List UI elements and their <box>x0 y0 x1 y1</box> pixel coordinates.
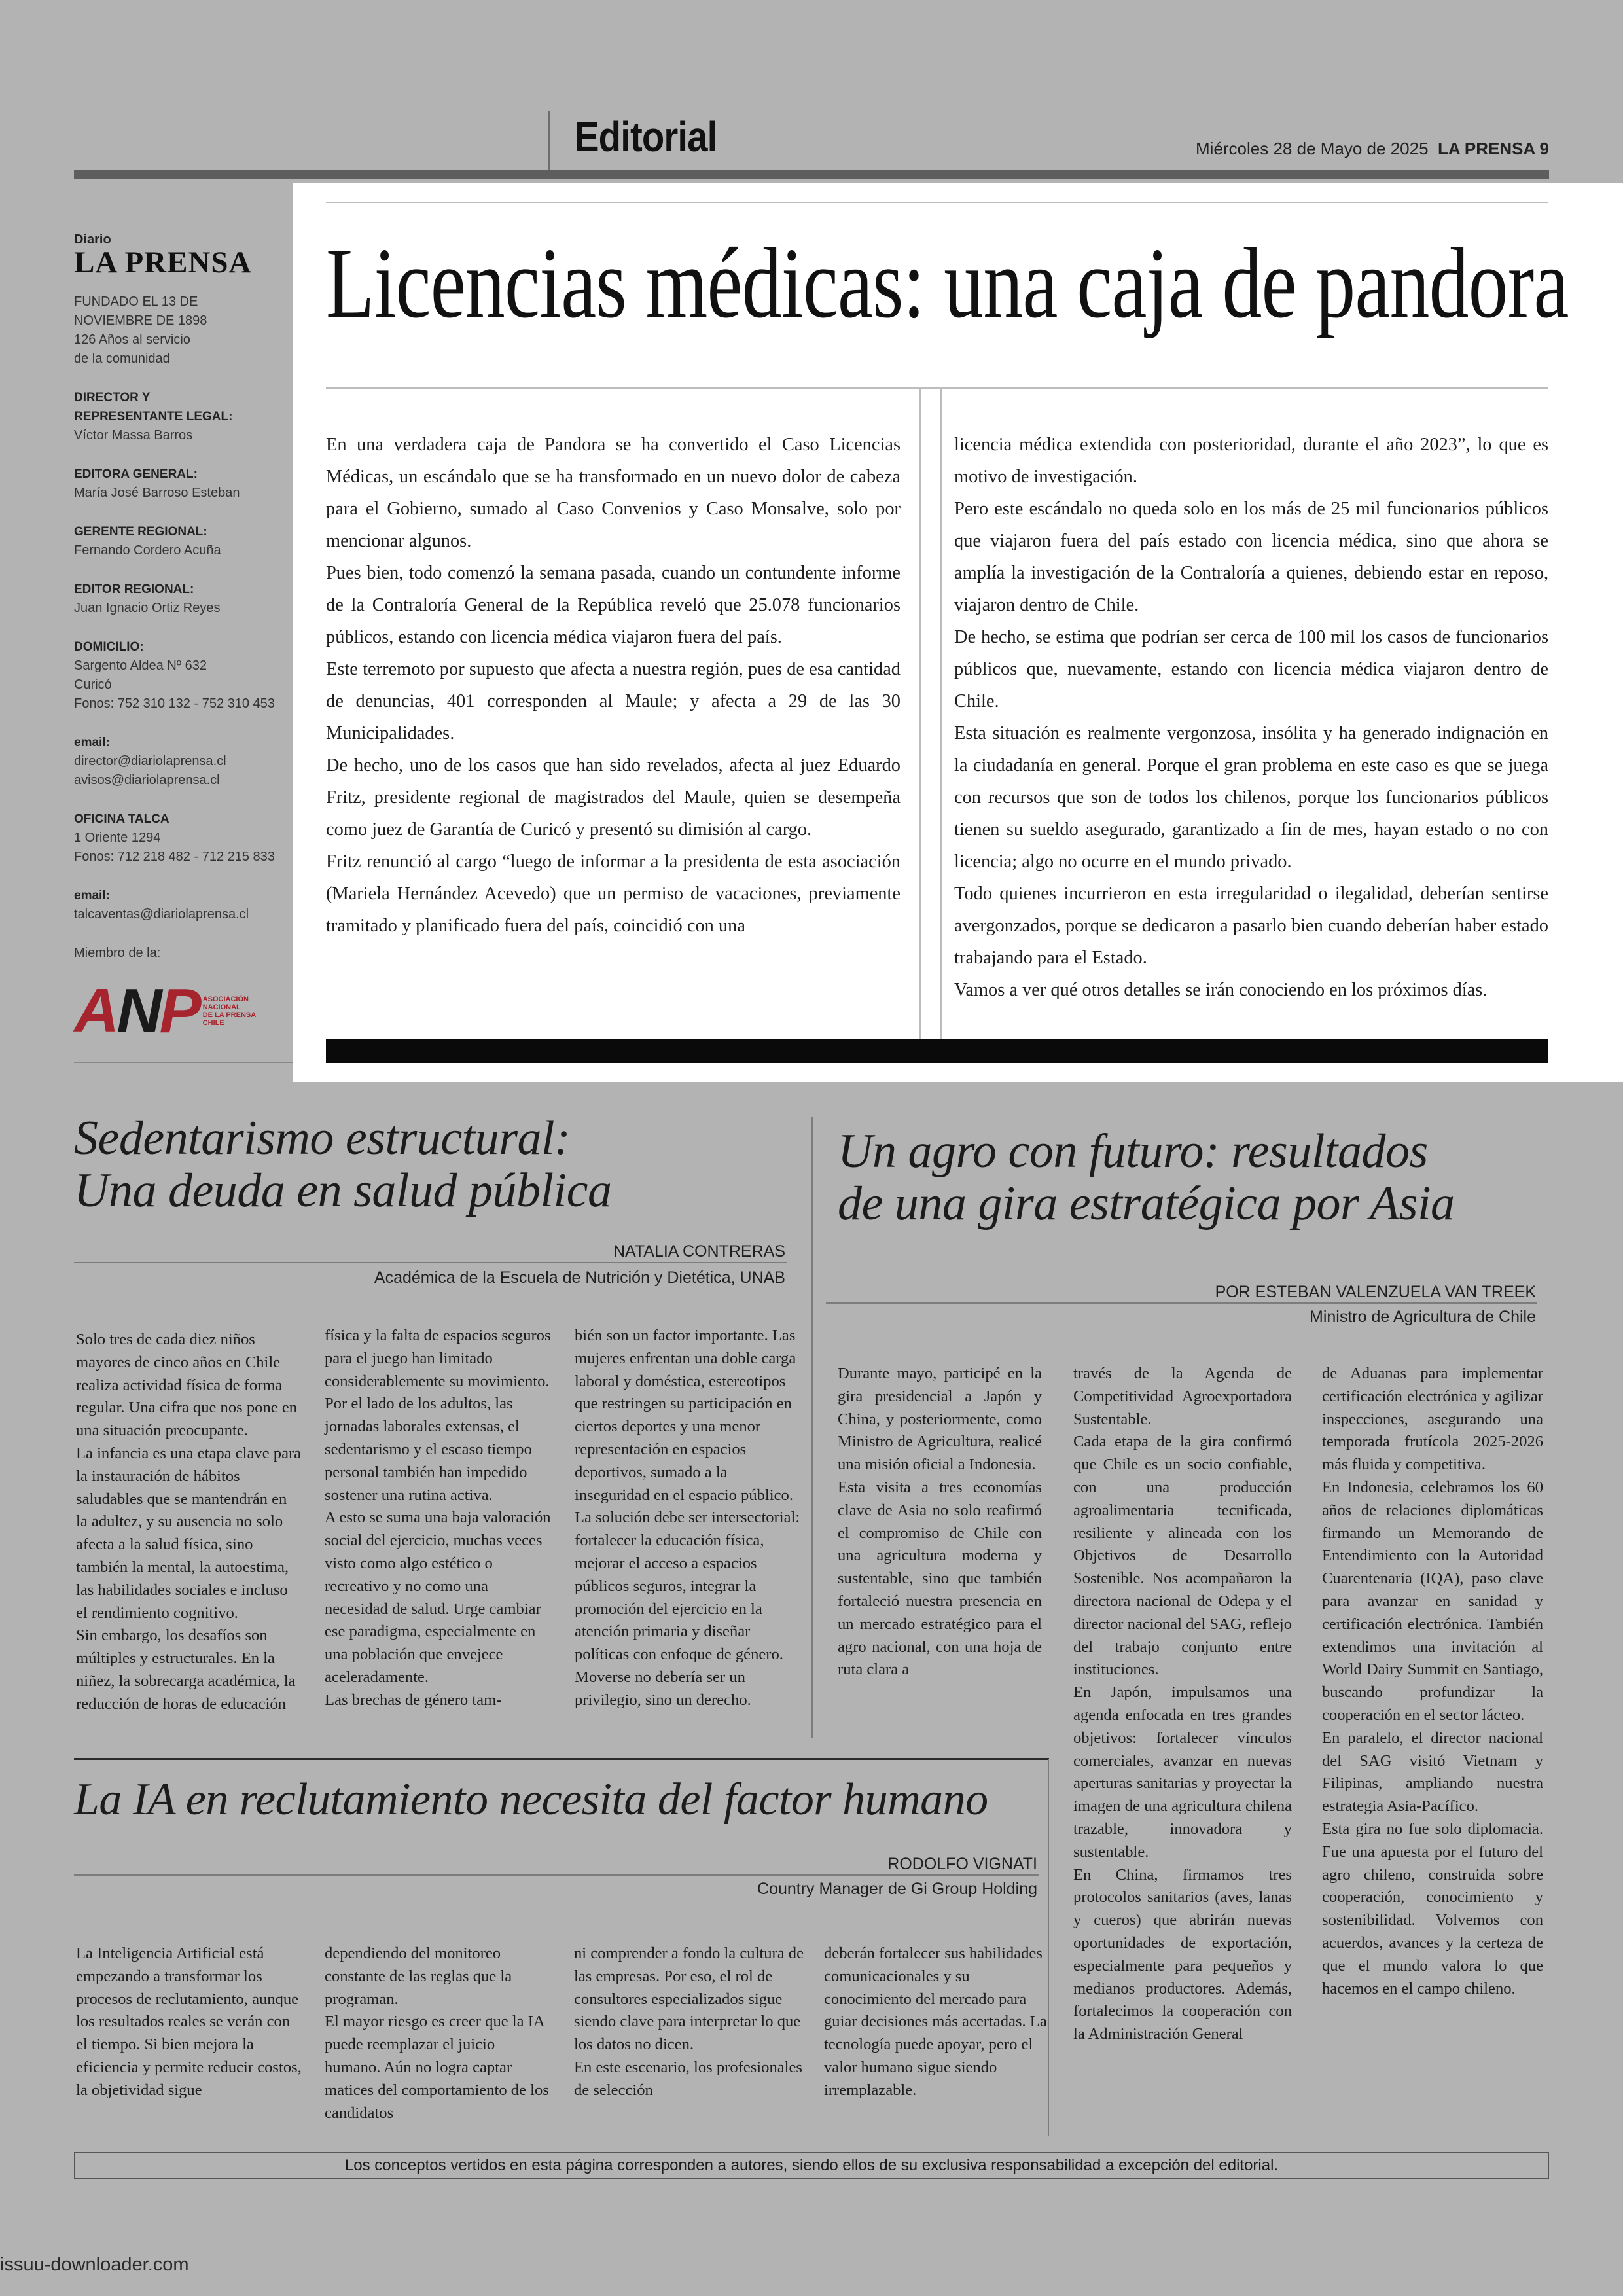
agro-author: POR ESTEBAN VALENZUELA VAN TREEK <box>1215 1283 1536 1301</box>
column-separator-ia <box>1048 1759 1049 2136</box>
gerente-name: Fernando Cordero Acuña <box>74 543 221 558</box>
talca-office-label: OFICINA TALCA <box>74 812 169 826</box>
article-paragraph: En este escenario, los profesionales de selección <box>574 2058 802 2099</box>
ia-column-3 <box>574 1943 804 2102</box>
masthead-logo: LA PRENSA <box>74 245 252 279</box>
article-paragraph: Durante mayo, participé en la gira presidencial a Japón y China, y posteriormente, como Ministro de Agricultura, realicé una misión oficial a Indonesia. <box>838 1365 1042 1474</box>
talca-office-text: 1 Oriente 1294 Fonos: 712 218 482 - 712 215 833 <box>74 831 275 864</box>
anp-letter-p: P <box>159 976 199 1046</box>
sedentarismo-rule <box>74 1262 787 1263</box>
email-label: email: <box>74 736 110 749</box>
disclaimer-box: Los conceptos vertidos en esta página corresponden a autores, siendo ellos de su exclusiva responsabilidad a excepción del editorial. <box>74 2152 1549 2179</box>
header-separator <box>548 111 550 171</box>
editorial-title: Licencias médicas: una caja de pandora <box>326 228 1569 339</box>
sedentarismo-column-1 <box>76 1329 302 1716</box>
member-of-label: Miembro de la: <box>74 946 161 960</box>
editorial-top-rule <box>326 202 1548 203</box>
editor-label: EDITOR REGIONAL: <box>74 583 194 596</box>
domicilio-label: DOMICILIO: <box>74 640 144 654</box>
founded-text: FUNDADO EL 13 DE NOVIEMBRE DE 1898 126 Años al servicio de la comunidad <box>74 295 207 366</box>
masthead-bottom-rule <box>74 1062 300 1063</box>
agro-author-role: Ministro de Agricultura de Chile <box>1310 1308 1536 1326</box>
article-paragraph: En Indonesia, celebramos los 60 años de relaciones diplomáticas firmando un Memorando de Entendimiento con la Autoridad Cuarentenaria (IQA), paso clave para avanzar en sanidad y certificación electrónica. También extendimos una invitación al World Dairy Summit en Santiago, buscando profundizar la cooperación en el sector lácteo. <box>1322 1478 1543 1724</box>
editorial-paragraph: Este terremoto por supuesto que afecta a nuestra región, pues de esa cantidad de denuncias, 401 corresponden al Maule; y afecta a 29 de las 30 Municipalidades. <box>326 659 901 744</box>
gerente-label: GERENTE REGIONAL: <box>74 525 207 539</box>
column-separator <box>812 1117 813 1738</box>
editorial-column-2 <box>954 429 1548 1006</box>
article-paragraph: El mayor riesgo es creer que la IA puede reemplazar el juicio humano. Aún no logra captar matices del comportamiento de los candidatos <box>325 2013 549 2122</box>
masthead-diario: Diario <box>74 232 111 247</box>
editorial-paragraph: Fritz renunció al cargo “luego de informar a la presidenta de esta asociación (Mariela Hernández Acevedo) que un permiso de vacaciones, previamente tramitado y planificado fuera del país, coincidió con una <box>326 852 901 936</box>
editorial-paragraph: De hecho, se estima que podrían ser cerca de 100 mil los casos de funcionarios públicos que, nuevamente, estando con licencia médica viajaron dentro de Chile. <box>954 627 1548 711</box>
ia-top-rule <box>74 1758 1049 1760</box>
editorial-bottom-bar <box>326 1039 1548 1063</box>
article-paragraph: Las brechas de género tam- <box>325 1691 502 1709</box>
editora-label: EDITORA GENERAL: <box>74 467 198 481</box>
article-paragraph: Esta visita a tres economías clave de Asia no solo reafirmó el compromiso de Chile con una agricultura moderna y sustentable, sino que también fortaleció nuestra presencia en un mercado estratégico para el agro nacional, con una hoja de ruta clara a <box>838 1478 1042 1679</box>
article-paragraph: A esto se suma una baja valoración social del ejercicio, muchas veces visto como algo estético o recreativo y no como una necesidad de salud. Urge cambiar ese paradigma, especialmente en una población que envejece aceleradamente. <box>325 1509 551 1686</box>
editorial-paragraph: Esta situación es realmente vergonzosa, insólita y ha generado indignación en la ciudadanía en general. Porque el gran problema en este caso es que se juega con recursos que son de todos los chilenos, porque los funcionarios públicos tienen su sueldo asegurado, garantizado a fin de mes, hayan estado o no con licencia; algo no ocurre en el mundo privado. <box>954 723 1548 872</box>
editorial-paragraph: En una verdadera caja de Pandora se ha convertido el Caso Licencias Médicas, un escándalo que se ha transformado en un nuevo dolor de cabeza para el Gobierno, sumado al Caso Convenios y Caso Monsalve, solo por mencionar algunos. <box>326 435 901 551</box>
article-paragraph: de Aduanas para implementar certificación electrónica y agilizar inspecciones, asegurando una temporada frutícola 2025-2026 más fluida y competitiva. <box>1322 1365 1543 1474</box>
sedentarismo-column-2 <box>325 1325 554 1712</box>
anp-letter-n: N <box>116 976 160 1046</box>
sedentarismo-title <box>74 1113 800 1217</box>
sedentarismo-title-line-2: Una deuda en salud pública <box>74 1163 612 1217</box>
sedentarismo-title-line-1: Sedentarismo estructural: <box>74 1111 571 1165</box>
agro-title <box>838 1126 1551 1230</box>
article-paragraph: Cada etapa de la gira confirmó que Chile es un socio confiable, con una producción agroalimentaria tecnificada, resiliente y alineada con los Objetivos de Desarrollo Sostenible. Nos acompañaron la directora nacional de Odepa y el director nacional del SAG, reflejo del trabajo conjunto entre instituciones. <box>1073 1433 1292 1679</box>
email2-label: email: <box>74 889 110 903</box>
ia-column-4 <box>824 1943 1048 2102</box>
watermark: issuu-downloader.com <box>0 2254 189 2275</box>
agro-title-line-1: Un agro con futuro: resultados <box>838 1124 1428 1178</box>
ia-column-2 <box>325 1943 554 2125</box>
editorial-paragraph: Pues bien, todo comenzó la semana pasada, cuando un contundente informe de la Contraloría General de la República reveló que 25.078 funcionarios públicos, estando con licencia médica viajaron fuera del país. <box>326 563 901 647</box>
article-paragraph: En Japón, impulsamos una agenda enfocada en tres grandes objetivos: fortalecer vínculos comerciales, avanzar en nuevas aperturas sanitarias y proyectar la imagen de una agricultura chilena trazable, innovadora y sustentable. <box>1073 1683 1292 1861</box>
issue-date: Miércoles 28 de Mayo de 2025 <box>1196 139 1429 158</box>
email-list: director@diariolaprensa.cl avisos@diariolaprensa.cl <box>74 754 226 787</box>
editorial-paragraph: Vamos a ver qué otros detalles se irán conociendo en los próximos días. <box>954 980 1488 1000</box>
director-label: DIRECTOR Y REPRESENTANTE LEGAL: <box>74 391 233 423</box>
article-paragraph: En paralelo, el director nacional del SAG visitó Vietnam y Filipinas, ampliando nuestra estrategia Asia-Pacífico. <box>1322 1729 1543 1816</box>
article-paragraph: La solución debe ser intersectorial: fortalecer la educación física, mejorar el acceso a espacios públicos seguros, integrar la promoción del ejercicio en la atención primaria y diseñar políticas con enfoque de género. Moverse no debería ser un privilegio, sino un derecho. <box>575 1509 800 1709</box>
ia-author-role: Country Manager de Gi Group Holding <box>757 1880 1037 1898</box>
ia-column-1 <box>76 1943 305 2102</box>
header-bar <box>74 170 1549 179</box>
article-paragraph: través de la Agenda de Competitividad Agroexportadora Sustentable. <box>1073 1365 1292 1428</box>
article-paragraph: bién son un factor importante. Las mujeres enfrentan una doble carga laboral y doméstica, estereotipos que restringen su participación en ciertos deportes y una menor representación en espacios deportivos, sumado a la inseguridad en el espacio público. <box>575 1327 796 1504</box>
article-paragraph: En China, firmamos tres protocolos sanitarios (aves, lanas y cueros) que abrirán nuevas oportunidades de exportación, especialmente para pequeños y medianos productores. Además, fortalecimos la cooperación con la Administración General <box>1073 1865 1292 2043</box>
anp-logo <box>74 976 298 1046</box>
sedentarismo-author-role: Académica de la Escuela de Nutrición y Dietética, UNAB <box>374 1268 785 1287</box>
agro-title-line-2: de una gira estratégica por Asia <box>838 1176 1455 1230</box>
agro-column-2 <box>1073 1363 1292 2046</box>
article-paragraph: La infancia es una etapa clave para la instauración de hábitos saludables que se mantendrán en la adultez, y su ausencia no solo afecta a la salud física, sino también la mental, la autoestima, las habilidades sociales e incluso el rendimiento cognitivo. <box>76 1444 302 1622</box>
sedentarismo-column-3 <box>575 1325 800 1712</box>
section-title: Editorial <box>575 113 717 160</box>
article-paragraph: ni comprender a fondo la cultura de las empresas. Por eso, el rol de consultores especializados sigue siendo clave para interpretar lo que los datos no dicen. <box>574 1945 804 2054</box>
editorial-paragraph: Pero este escándalo no queda solo en los más de 25 mil funcionarios públicos que viajaron fuera del país estado con licencia médica, sino que ahora se amplía la investigación de la Contraloría a quienes, debiendo estar en reposo, viajaron dentro de Chile. <box>954 499 1548 615</box>
sedentarismo-author: NATALIA CONTRERAS <box>613 1242 785 1261</box>
article-paragraph: La Inteligencia Artificial está empezando a transformar los procesos de reclutamiento, aunque los resultados reales se verán con el tiempo. Si bien mejora la eficiencia y permite reducir costos, la objetividad sigue <box>76 1945 302 2099</box>
editorial-paragraph: Todo quienes incurrieron en esta irregularidad o ilegalidad, deberían sentirse avergonzados, porque se dedicaron a pasarlo bien cuando deberían haber estado trabajando para el Estado. <box>954 884 1548 968</box>
domicilio-text: Sargento Aldea Nº 632 Curicó Fonos: 752 310 132 - 752 310 453 <box>74 658 275 711</box>
anp-logo-mark <box>74 976 199 1046</box>
anp-logo-text: ASOCIACIÓN NACIONAL DE LA PRENSA CHILE <box>202 996 257 1027</box>
editorial-title-rule <box>326 387 1548 389</box>
article-paragraph: Esta gira no fue solo diplomacia. Fue una apuesta por el futuro del agro chileno, construida sobre cooperación, conocimiento y sostenibilidad. Volvemos con acuerdos, avances y la certeza de que el mundo valora lo que hacemos en el campo chileno. <box>1322 1820 1543 1998</box>
editorial-column-1 <box>326 429 901 942</box>
editorial-paragraph: De hecho, uno de los casos que han sido revelados, afecta al juez Eduardo Fritz, presidente regional de magistrados del Maule, quien se desempeña como juez de Garantía de Curicó y presentó su dimisión al cargo. <box>326 755 901 840</box>
header-date-line <box>1196 139 1549 159</box>
agro-column-1 <box>838 1363 1042 1681</box>
ia-rule <box>74 1874 1039 1876</box>
ia-title: La IA en reclutamiento necesita del factor humano <box>74 1774 988 1825</box>
editor-name: Juan Ignacio Ortiz Reyes <box>74 601 221 615</box>
anp-letter-a: A <box>74 976 117 1046</box>
article-paragraph: dependiendo del monitoreo constante de las reglas que la programan. <box>325 1945 512 2008</box>
editorial-paragraph: licencia médica extendida con posterioridad, durante el año 2023”, lo que es motivo de investigación. <box>954 435 1548 487</box>
article-paragraph: deberán fortalecer sus habilidades comunicacionales y su conocimiento del mercado para guiar decisiones más acertadas. La tecnología puede apoyar, pero el valor humano sigue siendo irremplazable. <box>824 1945 1047 2099</box>
agro-column-3 <box>1322 1363 1543 2000</box>
director-name: Víctor Massa Barros <box>74 428 193 442</box>
agro-rule <box>826 1302 1537 1304</box>
ia-author: RODOLFO VIGNATI <box>887 1855 1037 1873</box>
article-paragraph: Sin embargo, los desafíos son múltiples y estructurales. En la niñez, la sobrecarga académica, la reducción de horas de educación <box>76 1626 296 1713</box>
editorial-column-rule-right <box>940 389 942 1041</box>
article-paragraph: física y la falta de espacios seguros para el juego han limitado considerablemente su movimiento. Por el lado de los adultos, las jornadas laborales extensas, el sedentarismo y el escaso tiempo personal también han impedido sostener una rutina activa. <box>325 1327 551 1504</box>
masthead <box>74 183 300 1063</box>
paper-page: LA PRENSA 9 <box>1438 139 1549 158</box>
editorial-column-rule-left <box>919 389 921 1041</box>
article-paragraph: Solo tres de cada diez niños mayores de cinco años en Chile realiza actividad física de forma regular. Una cifra que nos pone en una situación preocupante. <box>76 1331 298 1440</box>
editora-name: María José Barroso Esteban <box>74 486 240 500</box>
email2-text: talcaventas@diariolaprensa.cl <box>74 907 249 922</box>
